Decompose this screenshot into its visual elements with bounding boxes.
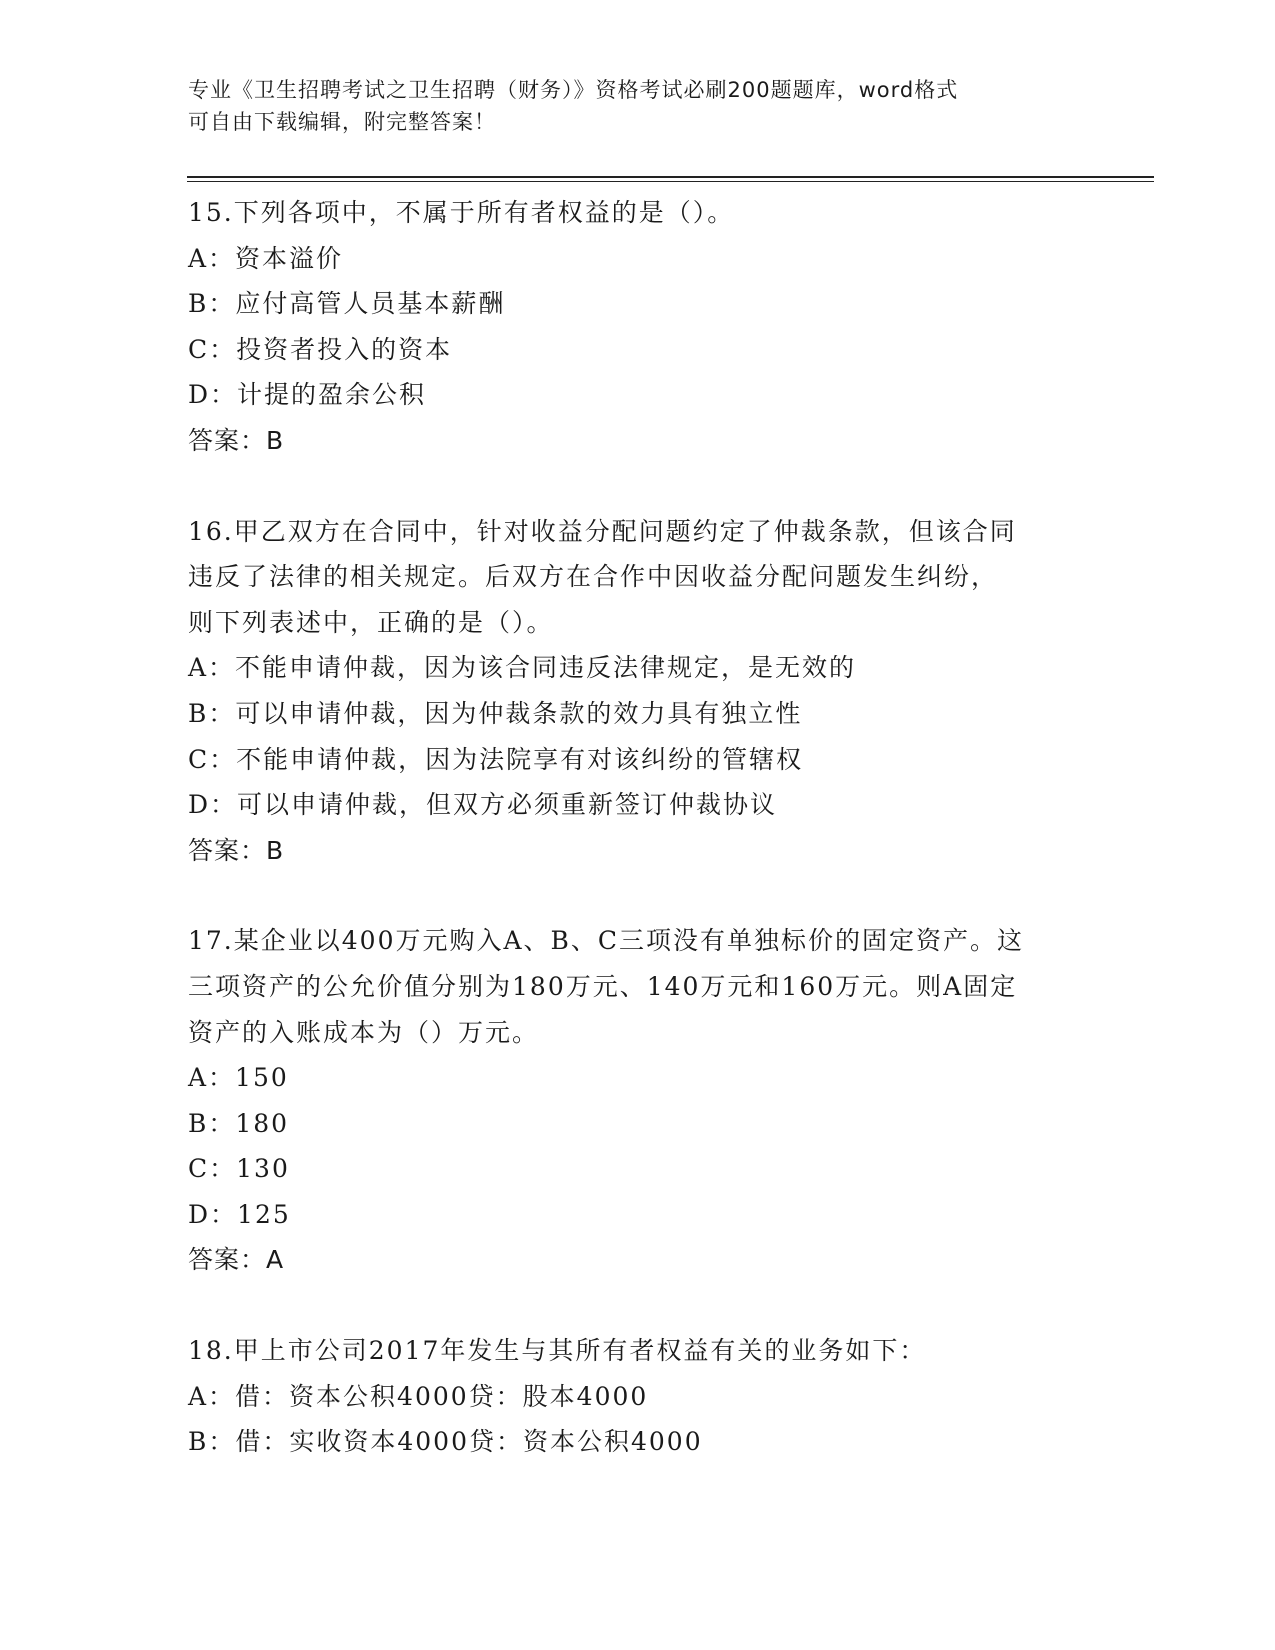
option-c: C：投资者投入的资本 <box>188 334 453 364</box>
answer: 答案：B <box>188 425 285 455</box>
option-b: B：应付高管人员基本薪酬 <box>188 289 506 319</box>
option-d: D：计提的盈余公积 <box>188 380 427 410</box>
option-d: D：125 <box>188 1199 291 1229</box>
option-d: D：可以申请仲裁，但双方必须重新签订仲裁协议 <box>188 790 778 820</box>
option-a: A：借：资本公积4000贷：股本4000 <box>188 1381 649 1411</box>
stem-line: 16.甲乙双方在合同中，针对收益分配问题约定了仲裁条款，但该合同 <box>188 516 1017 546</box>
question-stem <box>188 190 1088 236</box>
header-divider-thin <box>187 181 1154 182</box>
stem-line: 15.下列各项中，不属于所有者权益的是（）。 <box>188 198 735 227</box>
option-c: C：不能申请仲裁，因为法院享有对该纠纷的管辖权 <box>188 744 804 774</box>
question-list <box>188 190 1088 1465</box>
option-c: C：130 <box>188 1154 290 1184</box>
stem-line: 违反了法律的相关规定。后双方在合作中因收益分配问题发生纠纷， <box>188 562 999 592</box>
option-a: A：资本溢价 <box>188 243 344 273</box>
answer: 答案：A <box>188 1245 285 1275</box>
stem-line: 三项资产的公允价值分别为180万元、140万元和160万元。则A固定 <box>188 971 1018 1001</box>
question-16 <box>188 509 1088 874</box>
stem-line: 资产的入账成本为（）万元。 <box>188 1017 540 1047</box>
question-stem <box>188 918 1088 1055</box>
option-b: B：借：实收资本4000贷：资本公积4000 <box>188 1427 703 1457</box>
document-header <box>188 74 1068 138</box>
option-b: B：180 <box>188 1108 290 1138</box>
question-stem <box>188 509 1088 646</box>
question-15 <box>188 190 1088 464</box>
option-a: A：150 <box>188 1063 289 1093</box>
stem-line: 18.甲上市公司2017年发生与其所有者权益有关的业务如下： <box>188 1336 927 1366</box>
header-line-2: 可自由下载编辑，附完整答案！ <box>188 110 496 134</box>
option-a: A：不能申请仲裁，因为该合同违反法律规定，是无效的 <box>188 653 857 683</box>
answer: 答案：B <box>188 835 285 865</box>
question-17 <box>188 918 1088 1283</box>
question-18 <box>188 1328 1088 1465</box>
option-b: B：可以申请仲裁，因为仲裁条款的效力具有独立性 <box>188 698 803 728</box>
stem-line: 则下列表述中，正确的是（）。 <box>188 607 554 637</box>
header-line-1: 专业《卫生招聘考试之卫生招聘（财务）》资格考试必刷200题题库，word格式 <box>188 78 959 102</box>
question-stem <box>188 1328 1088 1374</box>
stem-line: 17.某企业以400万元购入A、B、C三项没有单独标价的固定资产。这 <box>188 926 1025 956</box>
header-divider-thick <box>187 176 1154 178</box>
